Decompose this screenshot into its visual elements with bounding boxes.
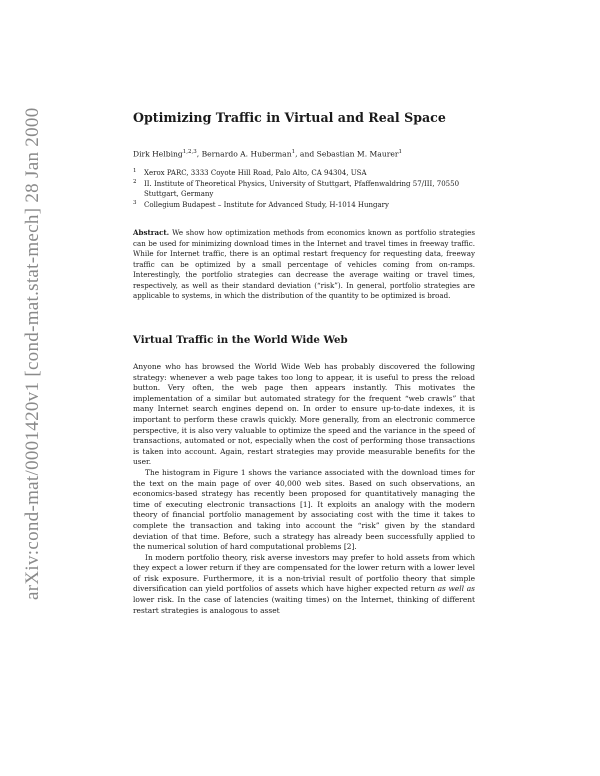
affiliation-text: Xerox PARC, 3333 Coyote Hill Road, Palo Alto, CA 94304, USA <box>144 169 367 177</box>
affiliation-text: Collegium Budapest – Institute for Advanced Study, H-1014 Hungary <box>144 200 389 209</box>
affiliation-list <box>133 168 475 210</box>
author-superscript: 1,2,3 <box>182 149 197 155</box>
abstract-text: We show how optimization methods from economics known as portfolio strategies can be used for minimizing download times in the Internet and travel times in freeway traffic. While for Internet traffic, there is an optimal restart frequency for requesting data, freeway traffic can be optimized by a small percentage of vehicles coming from on-ramps. Interestingly, the portfolio strategies can decrease the average waiting or travel times, respectively, as well as their standard deviation (“risk”). In general, portfolio strategies are applicable to systems, in which the distribution of the quantity to be optimized is broad. <box>133 228 475 300</box>
affiliation-number: 2 <box>133 178 137 185</box>
arxiv-side-stamp: arXiv:cond-mat/0001420v1 [cond-mat.stat-mech] 28 Jan 2000 <box>22 107 43 600</box>
author-name: , and Sebastian M. Maurer <box>295 149 399 159</box>
affiliation-item <box>133 200 475 211</box>
affiliation-number: 3 <box>133 199 137 206</box>
affiliation-number: 1 <box>133 168 137 174</box>
paragraph-text: In modern portfolio theory, risk averse investors may prefer to hold assets from which they expect a lower return if they are compensated for the lower return with a lower level of risk exposure. Furthermore, it is a non-trivial result of portfolio theory that simple diversification can yield portfolios of assets which have higher expected return <box>133 552 475 594</box>
author-line <box>133 149 402 159</box>
section-heading: Virtual Traffic in the World Wide Web <box>133 334 348 346</box>
affiliation-item <box>133 168 475 179</box>
author-name: , Bernardo A. Huberman <box>196 149 292 159</box>
author-name: Dirk Helbing <box>133 149 183 159</box>
author-superscript: 1 <box>398 149 402 155</box>
affiliation-item <box>133 179 475 200</box>
body-paragraph <box>133 553 475 617</box>
author-superscript: 1 <box>291 149 296 155</box>
body-paragraph: Anyone who has browsed the World Wide Web has probably discovered the following strategy: whenever a web page takes too long to appear, it is useful to press the reload button. Very often, the web page then appears instantly. This motivates the implementation of a similar but automated strategy for the frequent “web crawls” that many Internet search engines depend on. In order to ensure up-to-date indexes, it is important to perform these crawls quickly. More generally, from an electronic commerce perspective, it is also very valuable to optimize the speed and the variance in the speed of transactions, automated or not, especially when the cost of performing those transactions is taken into account. Again, restart strategies may provide measurable benefits for the user. <box>133 362 475 467</box>
abstract-label: Abstract. <box>133 228 170 237</box>
abstract <box>133 228 475 302</box>
body-text <box>133 362 475 616</box>
paper-title: Optimizing Traffic in Virtual and Real Space <box>133 110 446 125</box>
body-paragraph: The histogram in Figure 1 shows the variance associated with the download times for the text on the main page of over 40,000 web sites. Based on such observations, an economics-based strategy has recently been proposed for quantitatively managing the time of executing electronic transactions [1]. It exploits an analogy with the modern theory of financial portfolio management by associating cost with the time it takes to complete the transaction and taking into account the “risk” given by the standard deviation of that time. Before, such a strategy has already been successfully applied to the numerical solution of hard computational problems [2]. <box>133 467 475 552</box>
affiliation-text: II. Institute of Theoretical Physics, University of Stuttgart, Pfaffenwaldring 57/III, 70550 Stuttgart, Germany <box>144 179 460 198</box>
emphasis-text: as well as <box>437 584 475 594</box>
paragraph-text: lower risk. In the case of latencies (waiting times) on the Internet, thinking of different restart strategies is analogous to asset <box>133 595 475 615</box>
